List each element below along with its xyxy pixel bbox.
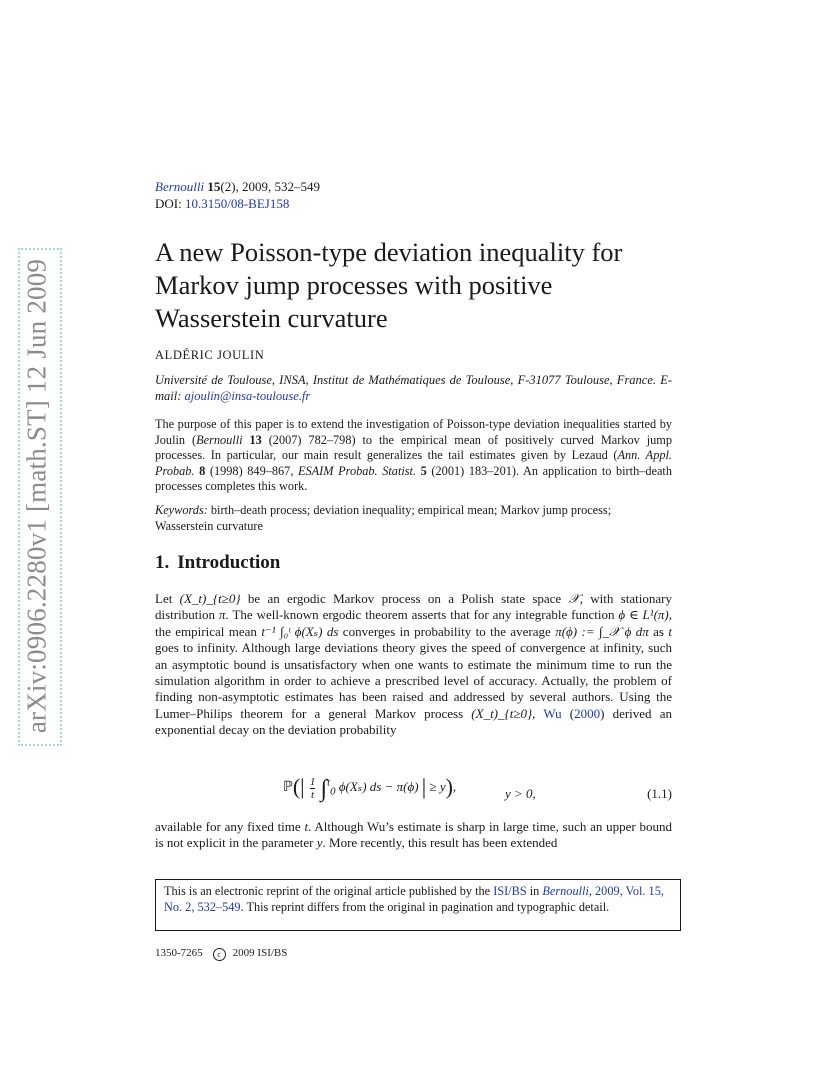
reprint-reference-link[interactable]: 2009, Vol. 15, No. 2, 532–549	[164, 884, 664, 914]
issn: 1350-7265	[155, 947, 203, 959]
para2-text: . More recently, this result has been extended	[322, 835, 558, 851]
math-state-space: 𝒳	[568, 591, 580, 606]
isi-bs-link[interactable]: ISI/BS	[493, 884, 527, 898]
reprint-journal-link[interactable]: Bernoulli	[542, 884, 589, 898]
abstract-text: The purpose of this paper is to extend the investigation of Poisson-type deviation inequalities started by Joulin (	[155, 417, 672, 447]
intro-text: , with stationary distribution	[155, 591, 672, 623]
math-average: π(ϕ) := ∫_𝒳 ϕ dπ	[555, 623, 649, 639]
intro-text: as	[648, 623, 669, 639]
eq-integral-upper: t	[327, 776, 331, 789]
keywords-text: birth–death process; deviation inequality; empirical mean; Markov jump process; Wasserstein curvature	[155, 503, 612, 533]
abstract	[155, 417, 672, 495]
equation-body: ℙ(| $\frac{1}{t}$ ∫$^t_0$ ϕ(Xₛ) ds − π(ϕ) | ≥ y),	[283, 774, 457, 802]
abstract-text: (2001) 183–201). An application to birth–death processes completes this work.	[155, 463, 672, 493]
equation-number: (1.1)	[647, 786, 672, 801]
eq-integral-lower: 0	[330, 785, 336, 798]
journal-link[interactable]: Bernoulli	[155, 179, 205, 194]
math-pi: π	[218, 607, 226, 623]
eq-integrand: ϕ(Xₛ) ds − π(ϕ)	[338, 779, 419, 794]
reprint-text: This is an electronic reprint of the original article published by the	[164, 884, 494, 898]
doi-line	[155, 195, 320, 212]
eq-fraction	[310, 776, 316, 801]
abstract-journal-1: Bernoulli	[196, 432, 243, 447]
doi-link[interactable]: 10.3150/08-BEJ158	[184, 196, 290, 211]
intro-text: goes to infinity. Although large deviations theory gives the speed of convergence at infinity, such an asymptotic bound is unsatisfactory when one wants to estimate the minimum time to run the simulation algorithm in order to achieve a prescribed level of accuracy. Actually, the problem of finding non-asymptotic estimates has been raised and addressed by several authors. Using the Lumer–Philips theorem for a general Markov process	[155, 640, 672, 721]
keywords	[155, 503, 672, 534]
math-phi-in: ϕ ∈ L¹(π)	[618, 607, 669, 623]
reprint-text: . This reprint differs from the original in pagination and typographic detail.	[240, 899, 610, 914]
eq-probability-symbol: ℙ	[283, 779, 293, 795]
abstract-journal-3: ESAIM Probab. Statist.	[298, 463, 417, 478]
arxiv-stamp-text: arXiv:0906.2280v1 [math.ST] 12 Jun 2009	[21, 258, 52, 734]
journal-issue-pages: (2), 2009, 532–549	[220, 179, 321, 194]
abstract-journal-2: Ann. Appl. Probab.	[155, 448, 672, 478]
arxiv-stamp[interactable]	[14, 248, 60, 744]
reprint-notice-box	[155, 879, 681, 931]
math-empirical-mean: t⁻¹ ∫₀ᵗ ϕ(Xₛ) ds	[261, 623, 339, 639]
section-number: 1.	[155, 552, 170, 573]
abstract-volume-2: 8	[199, 463, 206, 478]
eq-integral-sign: ∫	[320, 776, 328, 802]
math-t: t	[668, 623, 673, 639]
journal-reference	[155, 178, 320, 212]
abstract-volume-1: 13	[249, 432, 262, 447]
journal-citation-line	[155, 178, 320, 195]
paragraph-after-equation	[155, 819, 672, 852]
para2-text: available for any fixed time	[155, 819, 305, 834]
abstract-text: (1998) 849–867,	[205, 463, 298, 478]
paper-title	[155, 236, 675, 335]
page-footer	[155, 947, 287, 961]
journal-volume: 15	[207, 179, 221, 194]
eq-left-bar: |	[300, 774, 305, 799]
eq-frac-numerator: 1	[309, 775, 316, 788]
math-process: (X_t)_{t≥0}	[179, 591, 241, 606]
author-affiliation	[155, 372, 672, 404]
eq-frac-denominator: t	[311, 788, 315, 801]
abstract-volume-3: 5	[420, 463, 427, 478]
abstract-text: (2007) 782–798) to the empirical mean of positively curved Markov jump processes. In particular, our main result generalizes the tail estimates given by Lezaud (	[155, 432, 673, 462]
title-line-2: Markov jump processes with positive	[155, 270, 553, 300]
math-t-2: t	[304, 819, 309, 834]
display-equation-1-1	[155, 768, 672, 808]
copyright-icon: c	[213, 948, 226, 961]
citation-wu-name[interactable]: Wu	[543, 705, 562, 721]
eq-right-paren: )	[445, 774, 453, 799]
doi-label: DOI:	[155, 196, 182, 211]
intro-paragraph: Let (X_t)_{t≥0} be an ergodic Markov process on a Polish state space 𝒳, with stationary distribution π. The well-known ergodic theorem asserts that for any integrable function ϕ ∈ L¹(π), the empirical mean t⁻¹ ∫₀ᵗ ϕ(Xₛ) ds converges in probability to the average π(ϕ) := ∫_𝒳 ϕ dπ as t goes to infinity. Although large deviations theory gives the speed of convergence at infinity, such an asymptotic bound is unsatisfactory when one wants to estimate the minimum time to run the simulation algorithm in order to achieve a prescribed level of accuracy. Actually, the problem of finding non-asymptotic estimates has been raised and addressed by several authors. Using the Lumer–Philips theorem for a general Markov process (X_t)_{t≥0}, Wu (2000) derived an exponential decay on the deviation probability	[155, 591, 673, 738]
title-line-3: Wasserstein curvature	[155, 303, 388, 333]
math-y: y	[316, 835, 323, 851]
para2-text: . Although Wu’s estimate is sharp in large time, such an upper bound is not explicit in the parameter	[155, 819, 672, 851]
equation-condition: y > 0,	[505, 786, 536, 801]
eq-left-paren: (	[292, 774, 301, 799]
intro-text: ,	[532, 705, 544, 721]
intro-text: . The well-known ergodic theorem asserts that for any integrable function	[225, 607, 619, 623]
eq-inequality: ≥ y	[429, 779, 446, 794]
reprint-text: ,	[588, 884, 596, 898]
author-email-link[interactable]: ajoulin@insa-toulouse.fr	[184, 389, 311, 403]
intro-text: be an ergodic Markov process on a Polish state space	[240, 591, 569, 606]
keywords-label: Keywords:	[155, 503, 208, 517]
math-process-2: (X_t)_{t≥0}	[471, 705, 533, 721]
intro-text: , the empirical mean	[155, 607, 673, 639]
intro-text: Let	[155, 591, 180, 606]
reprint-text: in	[526, 884, 543, 898]
eq-right-bar: |	[421, 774, 427, 799]
section-heading-introduction	[155, 552, 280, 574]
citation-wu-year[interactable]: 2000	[574, 705, 601, 721]
affiliation-text: Université de Toulouse, INSA, Institut de Mathématiques de Toulouse, F-31077 Toulouse, France. E-mail:	[155, 373, 672, 403]
title-line-1: A new Poisson-type deviation inequality for	[155, 237, 623, 267]
copyright-text: 2009 ISI/BS	[232, 947, 288, 959]
section-title: Introduction	[177, 552, 281, 573]
intro-text: derived an exponential decay on the deviation probability	[155, 705, 672, 738]
intro-text: converges in probability to the average	[338, 623, 556, 639]
author-name: ALDÉRIC JOULIN	[155, 348, 265, 362]
